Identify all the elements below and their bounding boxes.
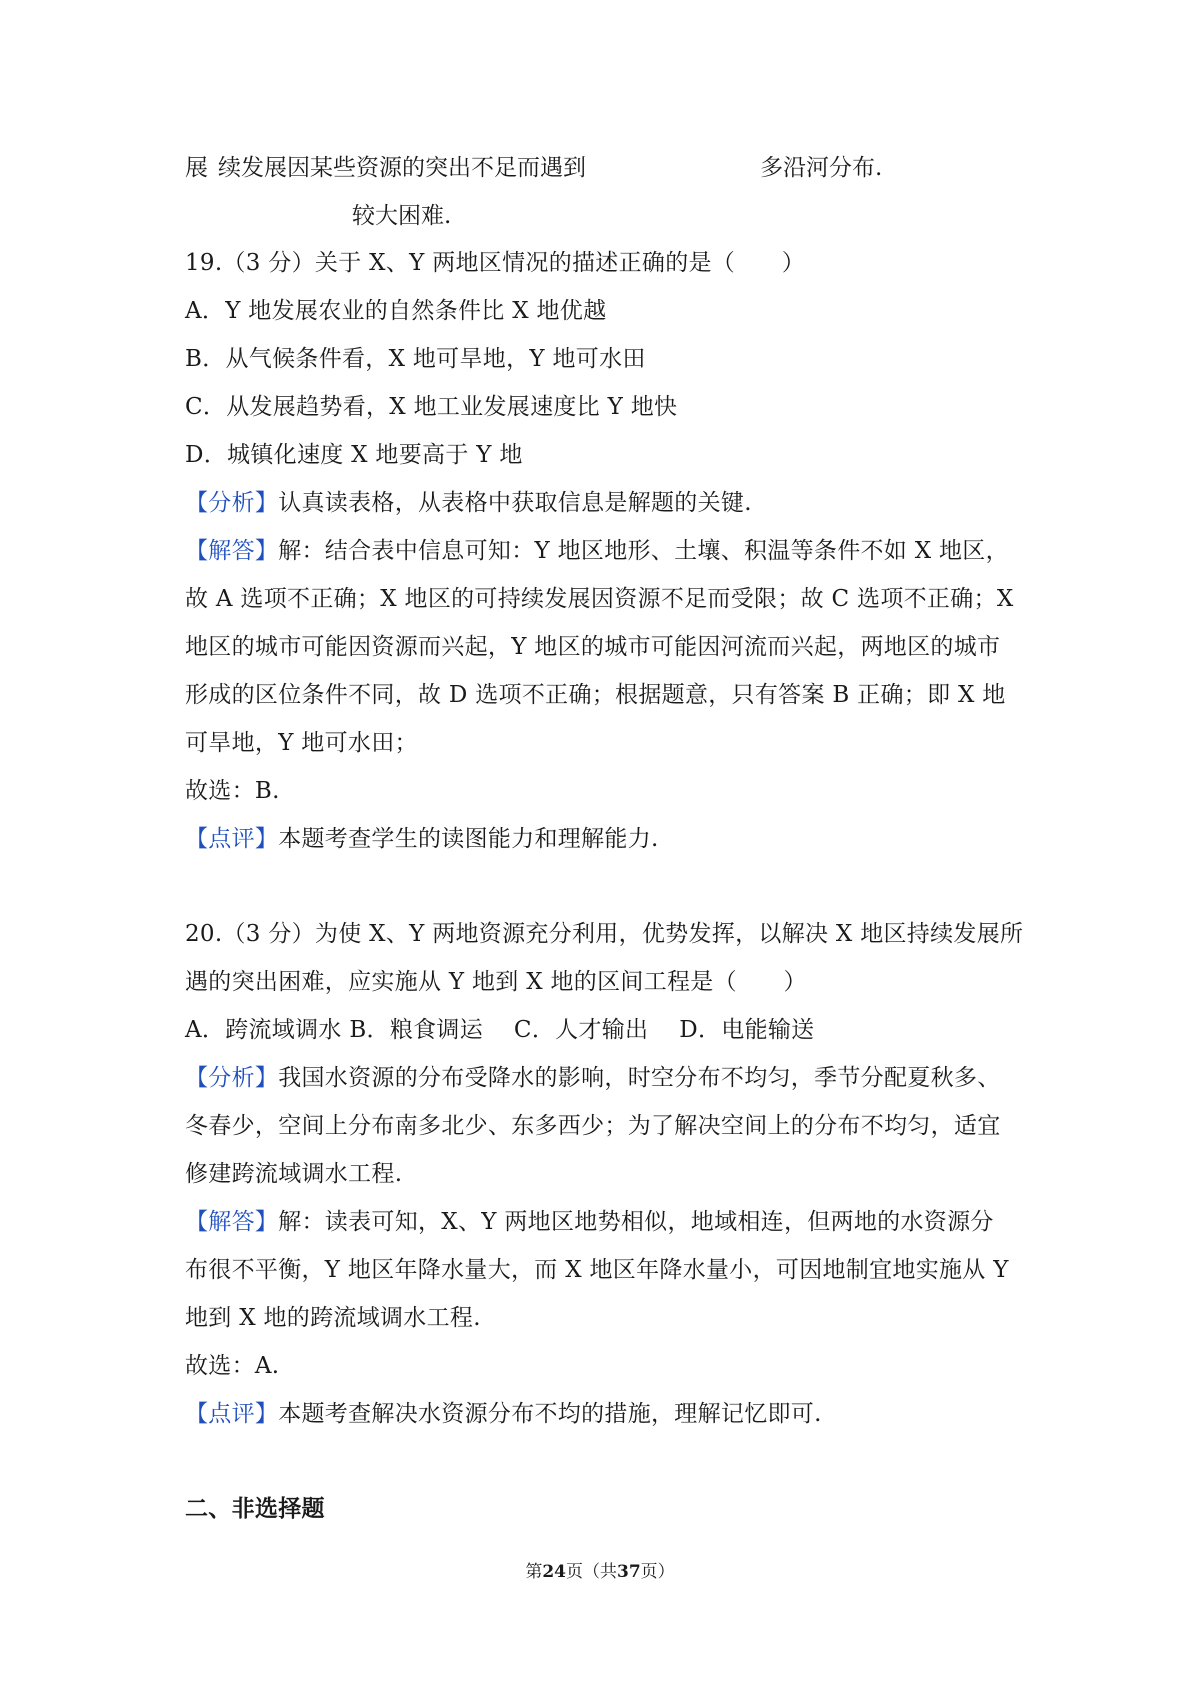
q19-option-d: D．城镇化速度 X 地要高于 Y 地 [185, 442, 523, 468]
q20-analysis-line-1 [185, 1063, 1025, 1093]
footer-prefix: 第 [525, 1562, 543, 1582]
analysis-tag: 【分析】 [185, 1065, 279, 1091]
answer-tag: 【解答】 [185, 538, 279, 564]
q19-answer-line-4: 形成的区位条件不同，故 D 选项不正确；根据题意，只有答案 B 正确；即 X 地 [185, 682, 1006, 708]
q19-option-a: A．Y 地发展农业的自然条件比 X 地优越 [185, 298, 607, 324]
q19-comment [185, 824, 1025, 854]
answer-tag: 【解答】 [185, 1209, 279, 1235]
q19-option-b: B．从气候条件看，X 地可旱地，Y 地可水田 [185, 346, 646, 372]
q19-answer-line-1 [185, 536, 1025, 566]
q20-stem-line-2: 遇的突出困难，应实施从 Y 地到 X 地的区间工程是（ ） [185, 969, 807, 995]
table-fragment-left-glyph: 展 [185, 155, 208, 181]
footer-page-number: 24 [542, 1562, 566, 1582]
q19-analysis [185, 488, 1025, 518]
q20-choice: 故选：A. [185, 1353, 280, 1379]
footer-total-pages: 37 [617, 1562, 641, 1582]
table-fragment-row1-right: 多沿河分布. [760, 155, 883, 181]
comment-text: 本题考查解决水资源分布不均的措施，理解记忆即可. [278, 1401, 822, 1427]
q20-options: A．跨流域调水 B．粮食调运 C．人才输出 D．电能输送 [185, 1017, 815, 1043]
q19-answer-line-5: 可旱地，Y 地可水田； [185, 730, 418, 756]
q19-choice: 故选：B. [185, 778, 280, 804]
q20-comment [185, 1399, 1025, 1429]
answer-text: 解：结合表中信息可知：Y 地区地形、土壤、积温等条件不如 X 地区， [278, 538, 1009, 564]
q19-answer-line-3: 地区的城市可能因资源而兴起，Y 地区的城市可能因河流而兴起，两地区的城市 [185, 634, 1001, 660]
comment-text: 本题考查学生的读图能力和理解能力. [278, 826, 659, 852]
q20-answer-line-2: 布很不平衡，Y 地区年降水量大，而 X 地区年降水量小，可因地制宜地实施从 Y [185, 1257, 1009, 1283]
q20-answer-line-3: 地到 X 地的跨流域调水工程. [185, 1305, 481, 1331]
q20-analysis-line-3: 修建跨流域调水工程. [185, 1161, 403, 1187]
q20-analysis-line-2: 冬春少，空间上分布南多北少、东多西少；为了解决空间上的分布不均匀，适宜 [185, 1113, 1001, 1139]
q20-answer-line-1 [185, 1207, 1025, 1237]
footer-suffix: 页） [640, 1562, 675, 1582]
q20-stem-line-1: 20.（3 分）为使 X、Y 两地资源充分利用，优势发挥，以解决 X 地区持续发展所 [185, 921, 1024, 947]
table-fragment-row1-mid: 续发展因某些资源的突出不足而遇到 [218, 155, 586, 181]
q19-option-c: C．从发展趋势看，X 地工业发展速度比 Y 地快 [185, 394, 678, 420]
analysis-tag: 【分析】 [185, 490, 279, 516]
table-fragment-row2-mid: 较大困难. [352, 203, 452, 229]
comment-tag: 【点评】 [185, 1401, 279, 1427]
analysis-text: 我国水资源的分布受降水的影响，时空分布不均匀，季节分配夏秋多、 [278, 1065, 1001, 1091]
analysis-text: 认真读表格，从表格中获取信息是解题的关键. [278, 490, 752, 516]
footer-mid: 页（共 [566, 1562, 617, 1582]
q19-stem: 19.（3 分）关于 X、Y 两地区情况的描述正确的是（ ） [185, 250, 806, 276]
section-heading: 二、非选择题 [185, 1495, 325, 1522]
q19-answer-line-2: 故 A 选项不正确；X 地区的可持续发展因资源不足而受限；故 C 选项不正确；X [185, 586, 1014, 612]
answer-text: 解：读表可知，X、Y 两地区地势相似，地域相连，但两地的水资源分 [278, 1209, 994, 1235]
page-footer [0, 1560, 1200, 1584]
comment-tag: 【点评】 [185, 826, 279, 852]
